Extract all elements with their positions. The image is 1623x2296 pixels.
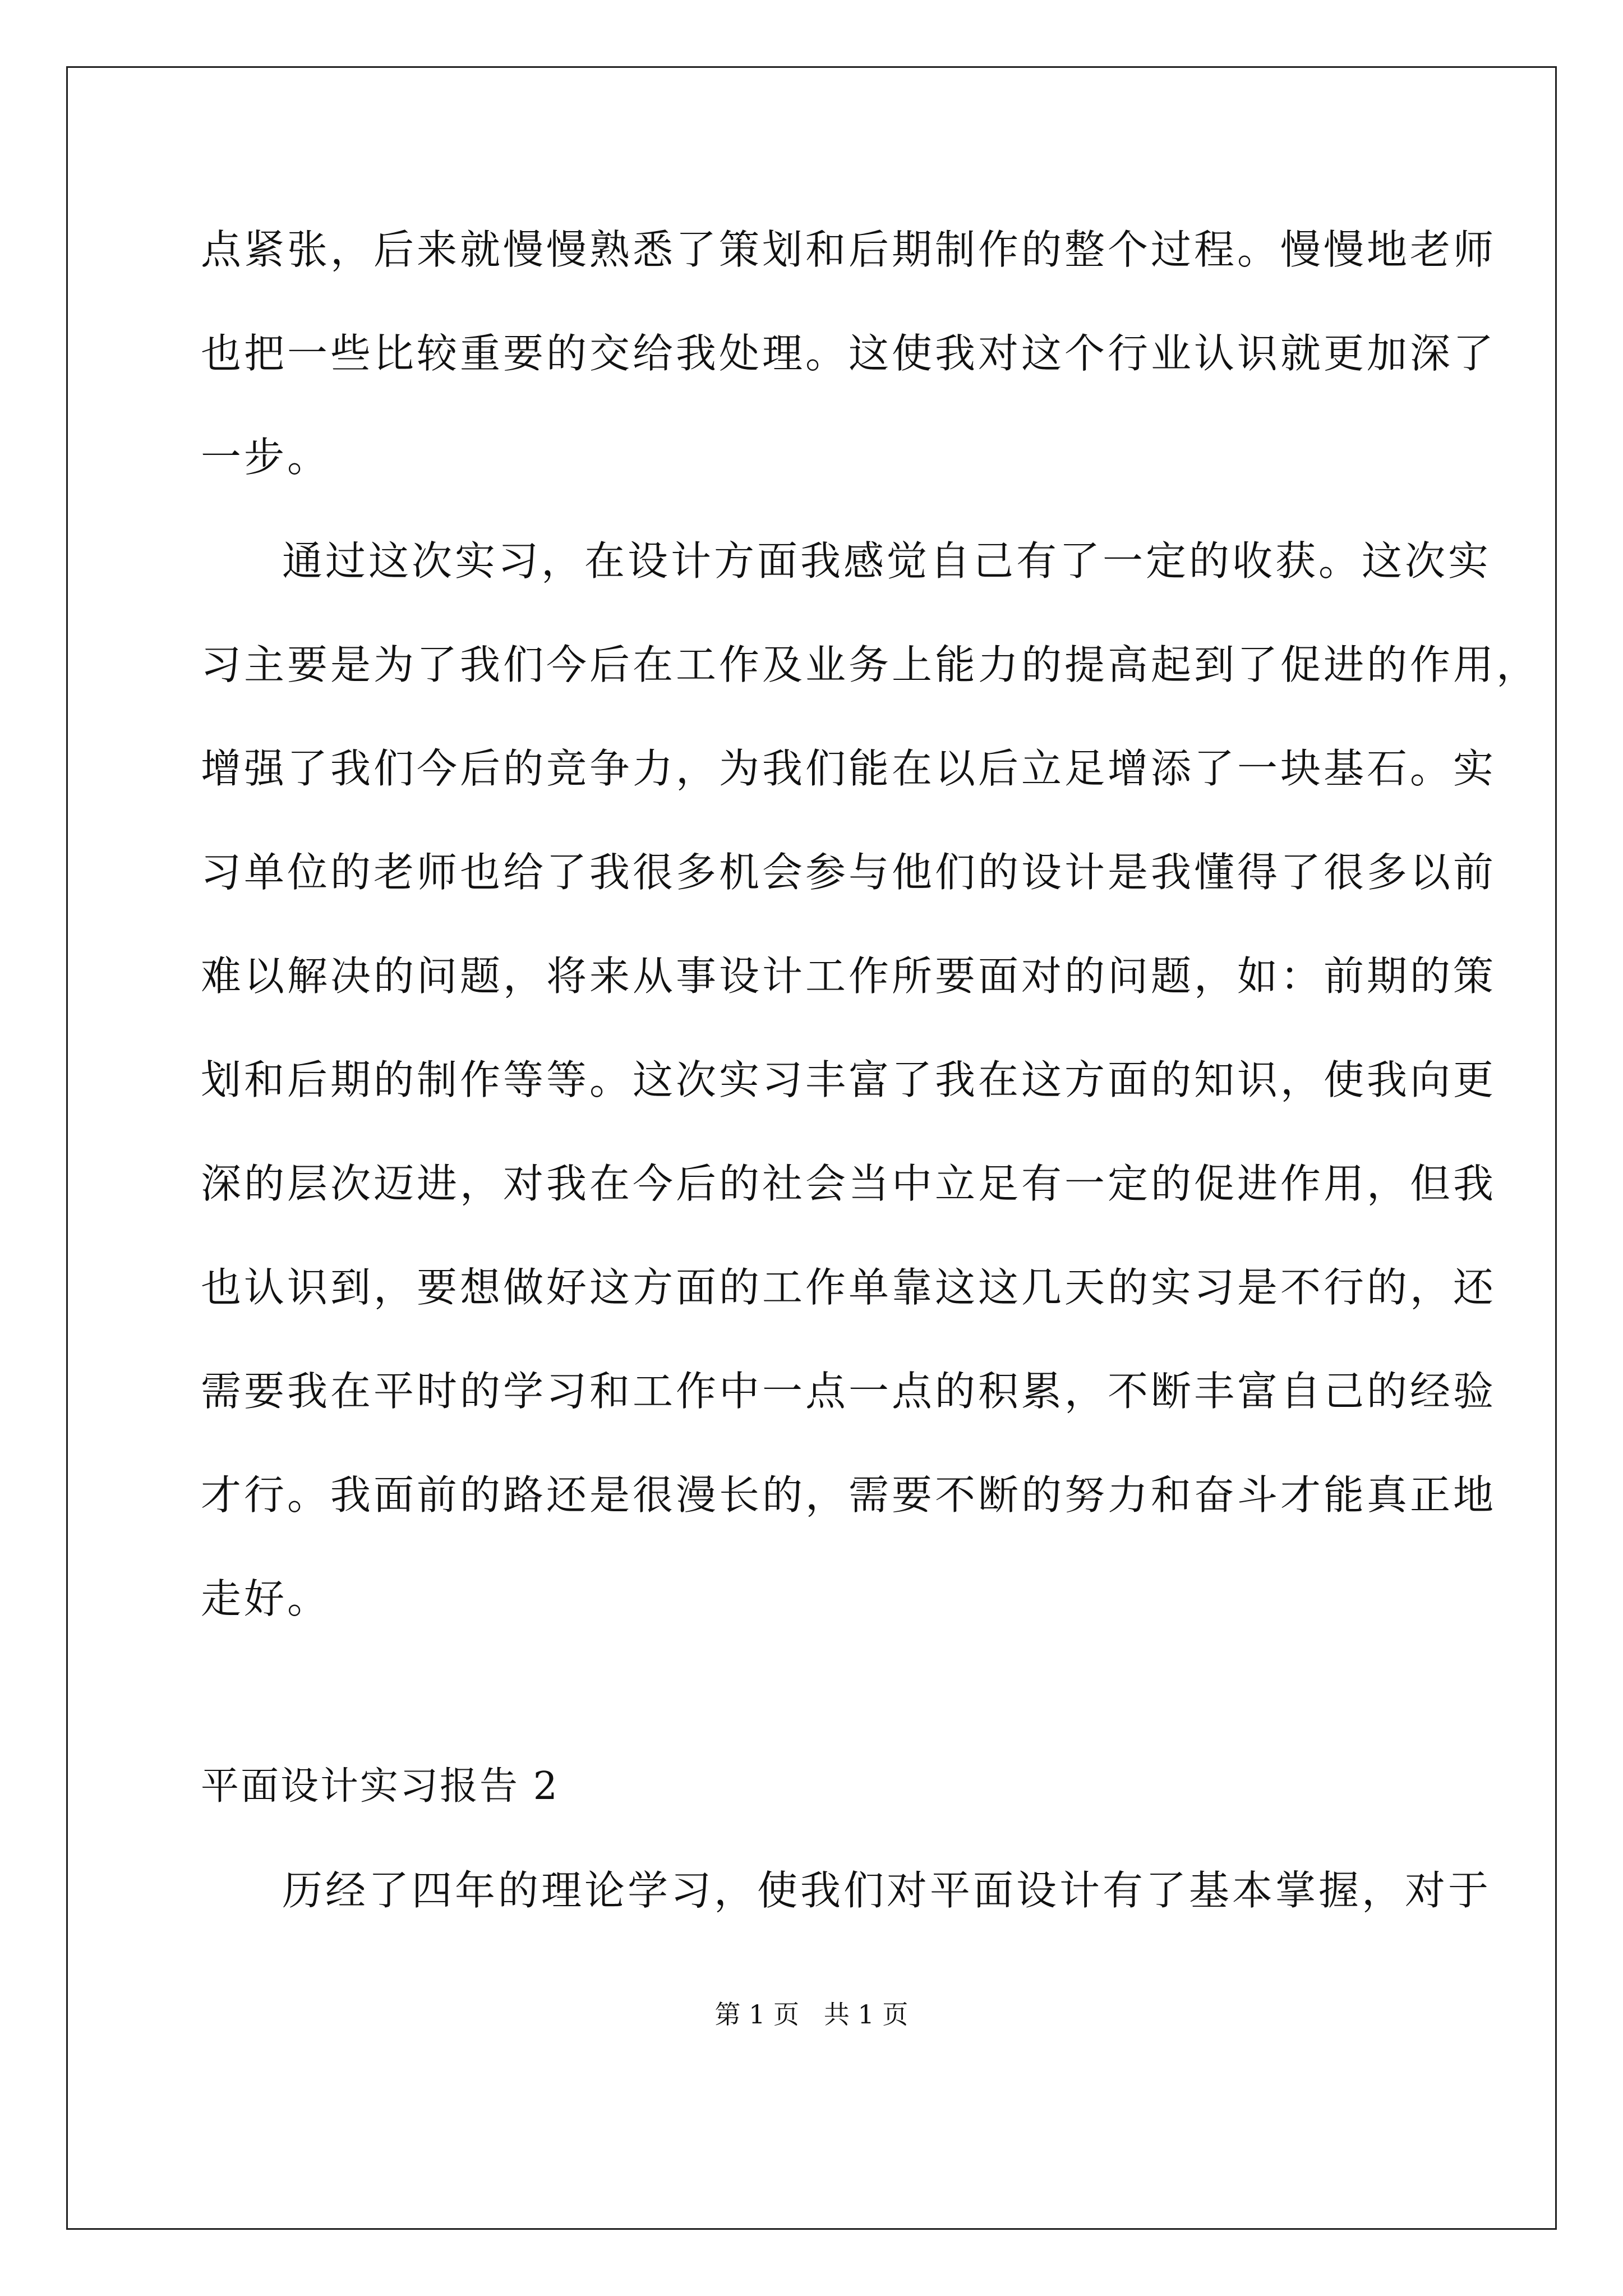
text-line: 划和后期的制作等等。这次实习丰富了我在这方面的知识，使我向更 bbox=[201, 1056, 1497, 1103]
text-line: 习主要是为了我们今后在工作及业务上能力的提高起到了促进的作用， bbox=[201, 641, 1540, 688]
text-line: 也认识到，要想做好这方面的工作单靠这这几天的实习是不行的，还 bbox=[201, 1264, 1497, 1311]
text-line: 才行。我面前的路还是很漫长的，需要不断的努力和奋斗才能真正地 bbox=[201, 1471, 1497, 1519]
paragraph-report-2 bbox=[201, 1857, 1492, 1961]
text-line: 增强了我们今后的竞争力，为我们能在以后立足增添了一块基石。实 bbox=[201, 745, 1497, 792]
text-line: 历经了四年的理论学习，使我们对平面设计有了基本掌握，对于 bbox=[282, 1867, 1492, 1914]
paragraph-internship-gains bbox=[201, 527, 1540, 1669]
text-line: 一步。 bbox=[201, 434, 331, 481]
paragraph-continued bbox=[201, 216, 1497, 527]
text-line: 需要我在平时的学习和工作中一点一点的积累，不断丰富自己的经验 bbox=[201, 1368, 1497, 1415]
text-line: 通过这次实习，在设计方面我感觉自己有了一定的收获。这次实 bbox=[282, 537, 1492, 585]
page-footer: 第 1 页 共 1 页 bbox=[714, 1999, 909, 2030]
text-line: 也把一些比较重要的交给我处理。这使我对这个行业认识就更加深了 bbox=[201, 330, 1497, 377]
text-line: 习单位的老师也给了我很多机会参与他们的设计是我懂得了很多以前 bbox=[201, 849, 1497, 896]
text-line: 走好。 bbox=[201, 1575, 331, 1622]
text-line: 点紧张，后来就慢慢熟悉了策划和后期制作的整个过程。慢慢地老师 bbox=[201, 226, 1497, 273]
document-body bbox=[201, 216, 1540, 1961]
text-line: 难以解决的问题，将来从事设计工作所要面对的问题，如：前期的策 bbox=[201, 953, 1497, 1000]
section-heading: 平面设计实习报告 2 bbox=[201, 1764, 559, 1809]
section-gap bbox=[201, 1669, 1435, 1753]
text-line: 深的层次迈进，对我在今后的社会当中立足有一定的促进作用，但我 bbox=[201, 1160, 1497, 1207]
